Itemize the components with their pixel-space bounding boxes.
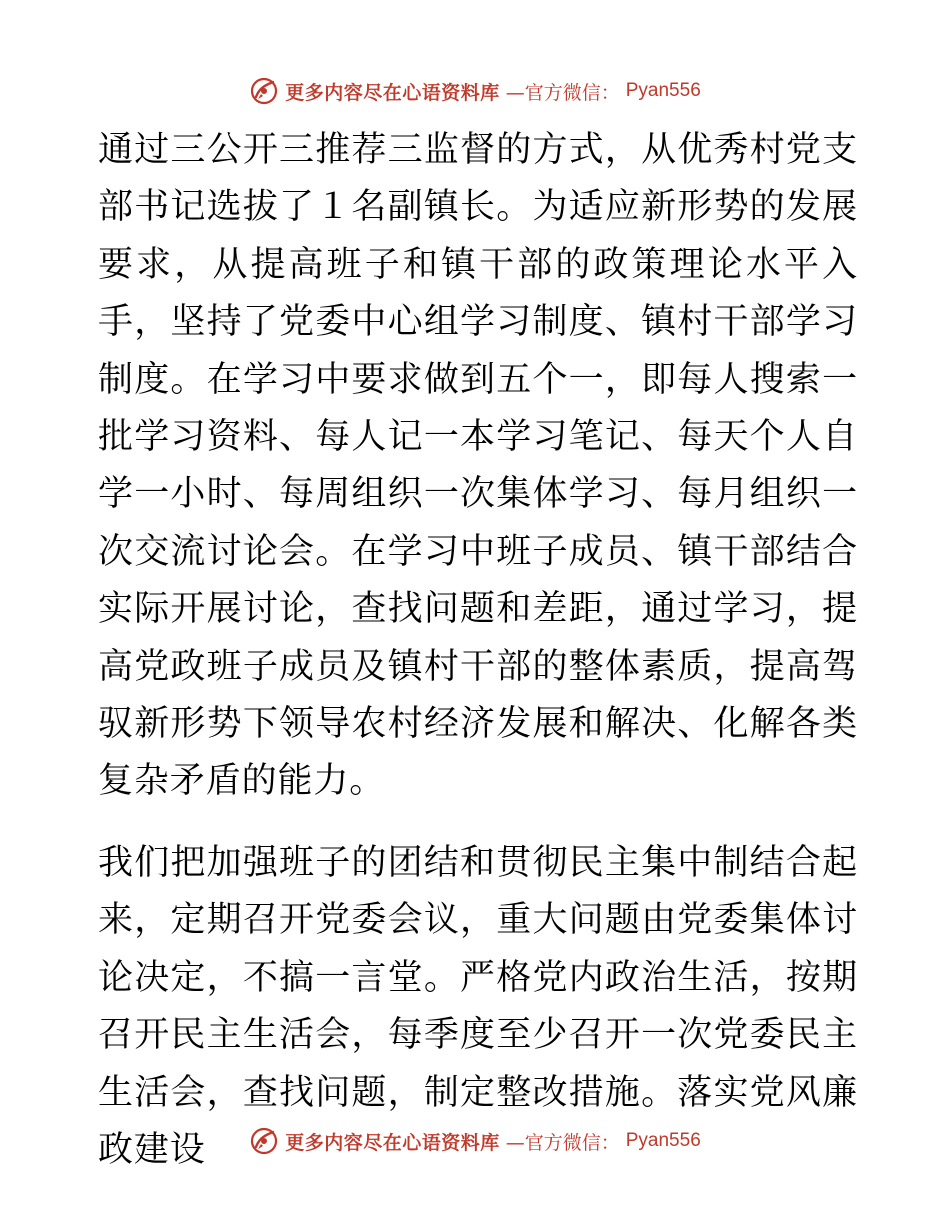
banner-text: 更多内容尽在心语资料库 xyxy=(285,1131,500,1154)
banner-text: 更多内容尽在心语资料库 xyxy=(285,81,500,104)
wechat-id: Pyan556 xyxy=(625,1130,701,1151)
paragraph: 通过三公开三推荐三监督的方式，从优秀村党支部书记选拔了１名副镇长。为适应新形势的发展要求，从提高班子和镇干部的政策理论水平入手，坚持了党委中心组学习制度、镇村干部学习制度。在学习中要求做到五个一，即每人搜索一批学习资料、每人记一本学习笔记、每天个人自学一小时、每周组织一次集体学习、每月组织一次交流讨论会。在学习中班子成员、镇干部结合实际开展讨论，查找问题和差距，通过学习，提高党政班子成员及镇村干部的整体素质，提高驾驭新形势下领导农村经济发展和解决、化解各类复杂矛盾的能力。 xyxy=(98,130,858,802)
document-body xyxy=(98,122,858,1179)
paragraph: 我们把加强班子的团结和贯彻民主集中制结合起来，定期召开党委会议，重大问题由党委集体讨论决定，不搞一言堂。严格党内政治生活，按期召开民主生活会，每季度至少召开一次党委民主生活会，查找问题，制定整改措施。落实党风廉政建设 xyxy=(98,842,858,1170)
header-banner xyxy=(0,74,950,108)
pen-swirl-logo-icon xyxy=(249,76,279,106)
footer-banner xyxy=(0,1124,950,1158)
wechat-id: Pyan556 xyxy=(625,80,701,101)
official-label: —官方微信： xyxy=(505,1131,620,1154)
pen-swirl-logo-icon xyxy=(249,1126,279,1156)
official-label: —官方微信： xyxy=(505,81,620,104)
